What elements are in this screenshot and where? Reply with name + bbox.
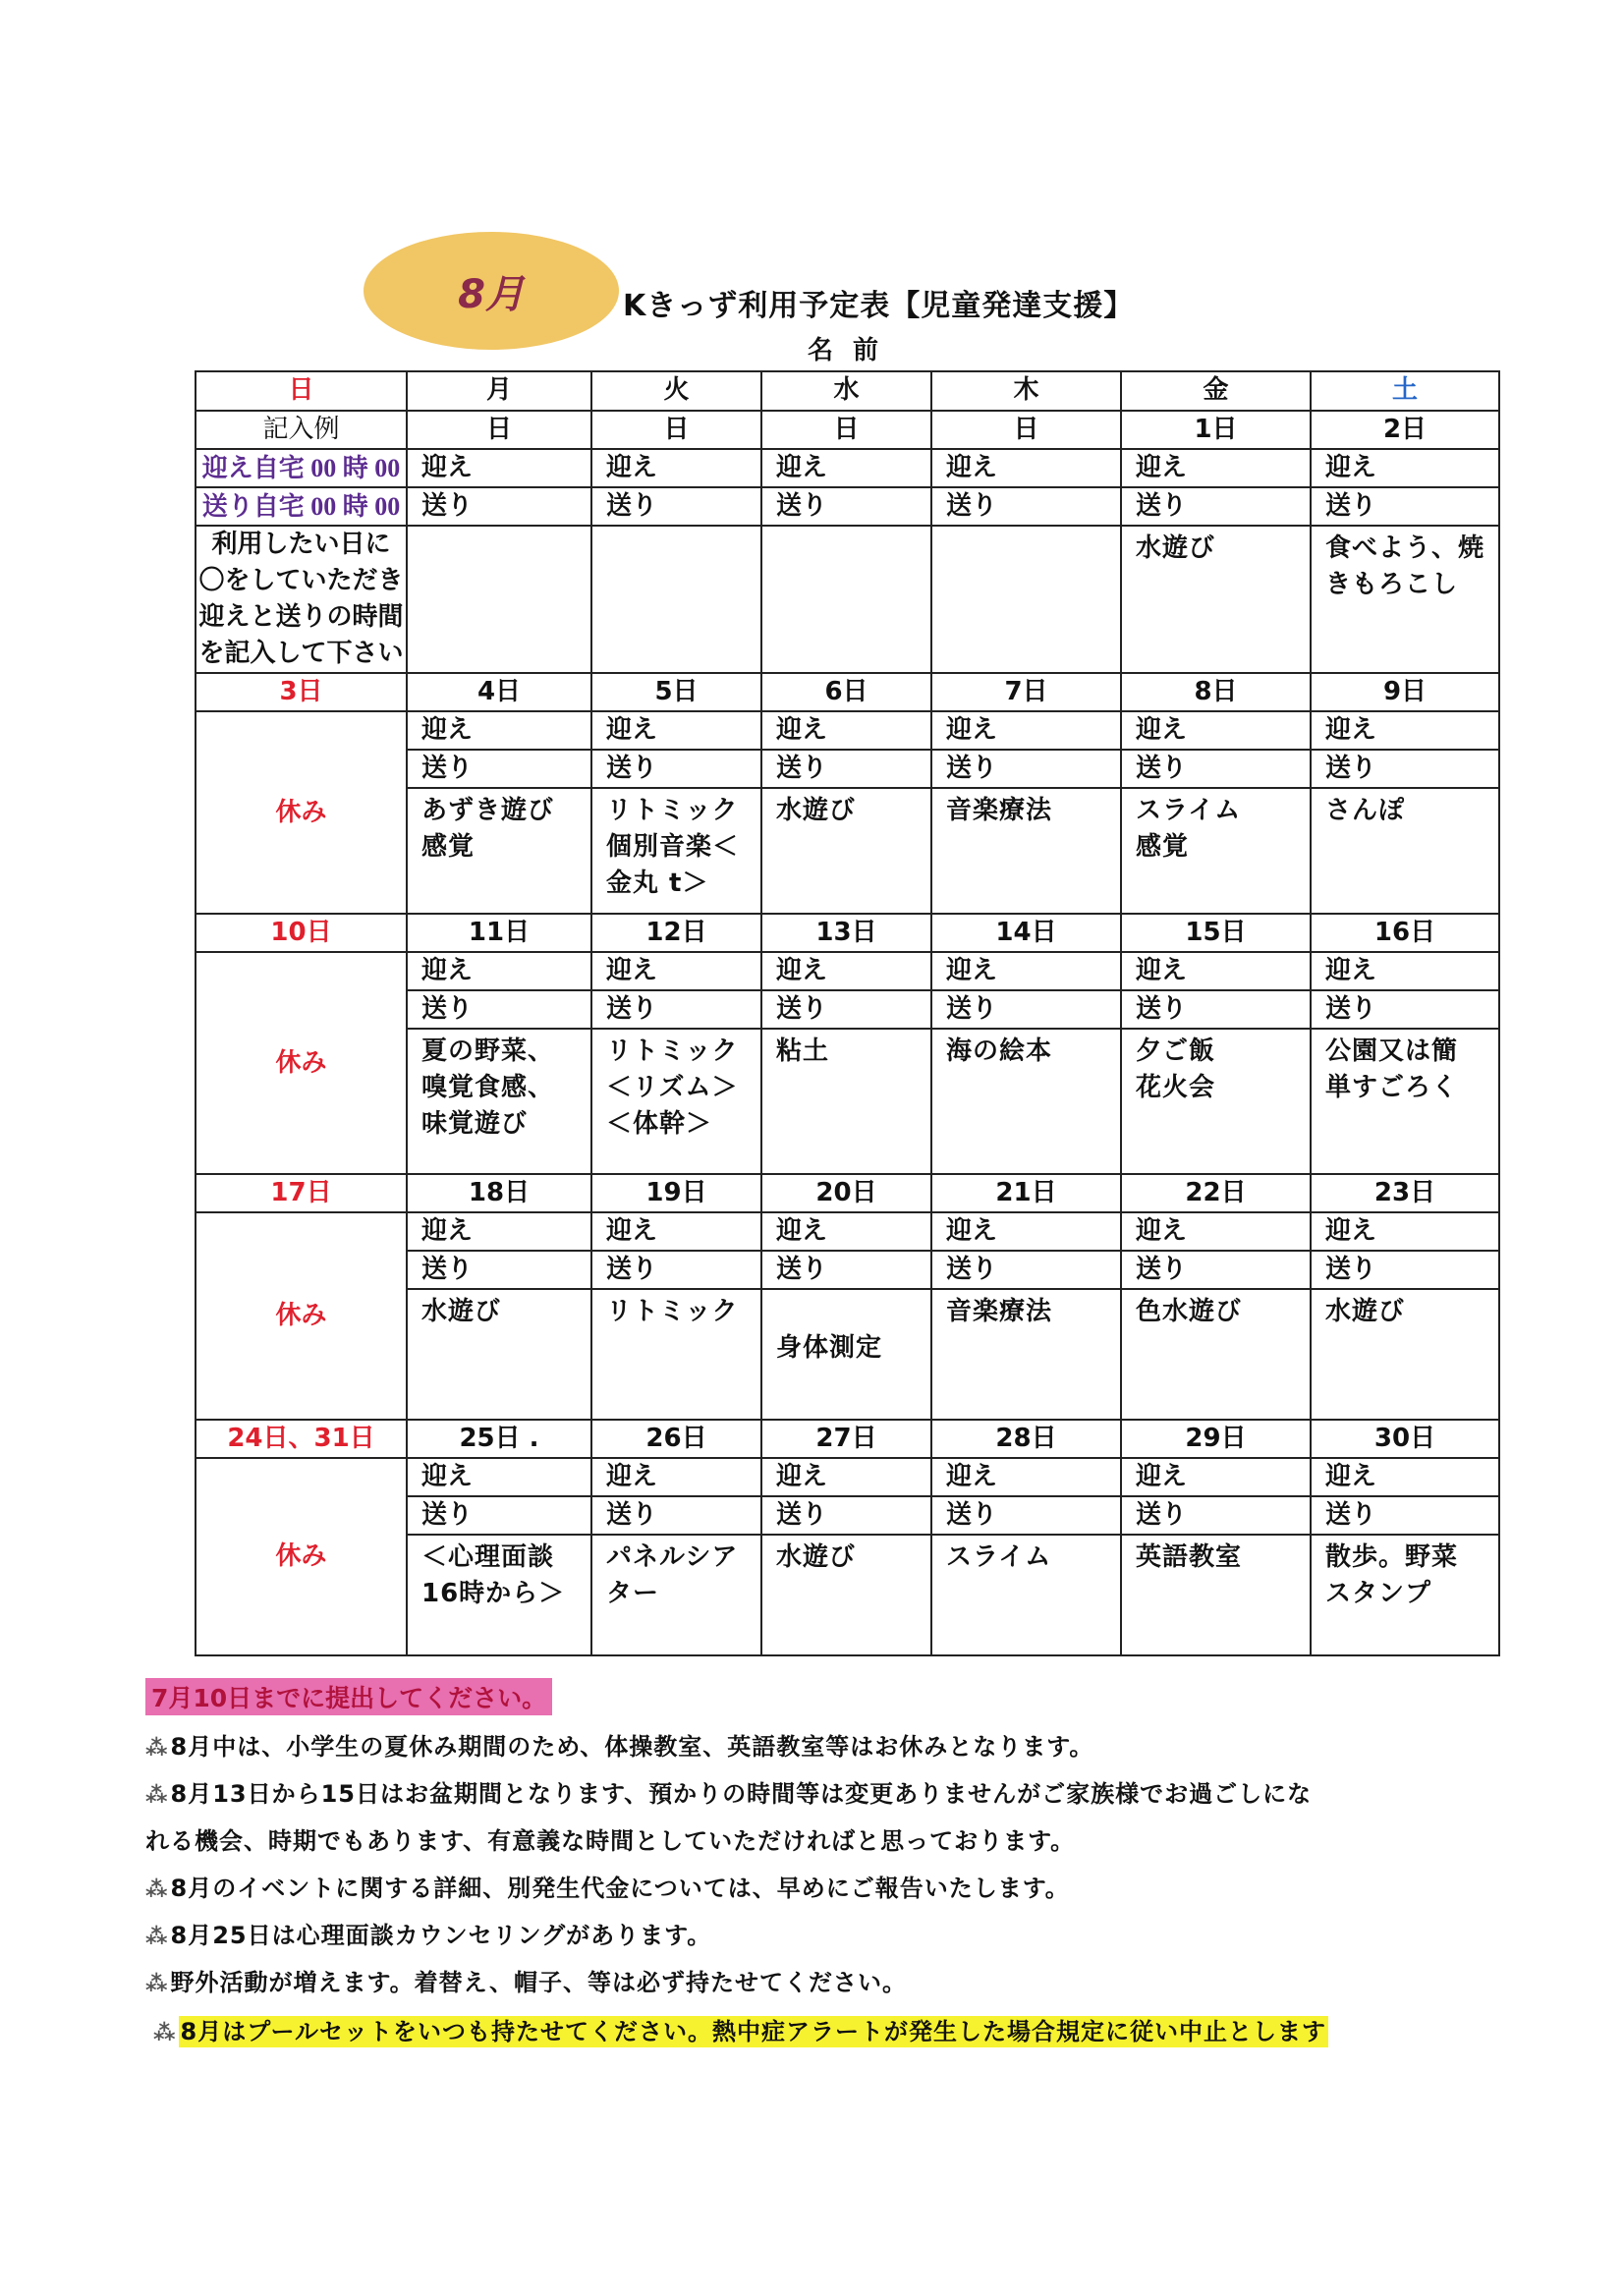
activity-line: 個別音楽＜ bbox=[606, 832, 740, 862]
week-date-row bbox=[196, 1174, 1499, 1212]
bullet-icon: ⁂ bbox=[145, 1877, 169, 1902]
date-cell: 2日 bbox=[1311, 411, 1499, 449]
note-line: ⁂8月13日から15日はお盆期間となります、預かりの時間等は変更ありませんがご家族様でお過ごしにな bbox=[145, 1780, 1313, 1808]
dropoff-field[interactable]: 送り bbox=[931, 750, 1121, 788]
example-label: 記入例 bbox=[196, 411, 407, 449]
week-date-row bbox=[196, 914, 1499, 952]
dropoff-field[interactable]: 送り bbox=[931, 487, 1121, 526]
holiday-cell: 休み bbox=[196, 952, 407, 1174]
note-line: れる機会、時期でもあります、有意義な時間としていただければと思っております。 bbox=[145, 1827, 1076, 1855]
activity-line: 水遊び bbox=[776, 796, 857, 825]
date-cell: 13日 bbox=[761, 914, 931, 952]
sunday-date: 17日 bbox=[196, 1174, 407, 1212]
activity-line: 水遊び bbox=[421, 1297, 502, 1326]
deadline-notice: 7月10日までに提出してください。 bbox=[145, 1678, 552, 1715]
month-label: 8月 bbox=[458, 271, 525, 317]
example-dropoff-label: 送り自宅 00 時 00 bbox=[196, 487, 407, 526]
activity-line: ＜体幹＞ bbox=[606, 1109, 713, 1139]
page-title: Kきっず利用予定表【児童発達支援】 bbox=[623, 289, 1135, 323]
activity-line: 嗅覚食感、 bbox=[421, 1073, 555, 1102]
note-line: ⁂8月中は、小学生の夏休み期間のため、体操教室、英語教室等はお休みとなります。 bbox=[145, 1733, 1094, 1761]
activity-line: リトミック bbox=[606, 1297, 739, 1326]
pickup-field[interactable]: 迎え bbox=[1121, 952, 1311, 990]
pickup-field[interactable]: 迎え bbox=[591, 1212, 761, 1251]
activity-line: 金丸 t＞ bbox=[606, 868, 709, 898]
activity-cell bbox=[931, 1535, 1121, 1655]
date-cell: 27日 bbox=[761, 1420, 931, 1458]
activity-line: ター bbox=[606, 1579, 660, 1608]
weekday-wed: 水 bbox=[761, 371, 931, 411]
pickup-field[interactable]: 迎え bbox=[761, 1212, 931, 1251]
pickup-field[interactable]: 迎え bbox=[591, 711, 761, 750]
activity-cell bbox=[1121, 1029, 1311, 1174]
activity-cell bbox=[591, 526, 761, 673]
activity-cell bbox=[931, 788, 1121, 914]
pickup-row bbox=[196, 1458, 1499, 1496]
activity-line: 味覚遊び bbox=[421, 1109, 529, 1139]
activity-cell bbox=[1311, 1029, 1499, 1174]
activity-line: ＜心理面談 bbox=[421, 1542, 555, 1572]
pickup-field[interactable]: 迎え bbox=[1121, 711, 1311, 750]
example-pickup-label: 迎え自宅 00 時 00 bbox=[196, 449, 407, 487]
date-cell: 日 bbox=[591, 411, 761, 449]
dropoff-field[interactable]: 送り bbox=[1121, 990, 1311, 1029]
activity-cell: 食べよう、焼きもろこし bbox=[1311, 526, 1499, 673]
note-line: ⁂8月25日は心理面談カウンセリングがあります。 bbox=[145, 1922, 712, 1949]
activity-line: スライム bbox=[1136, 796, 1242, 825]
dropoff-field[interactable]: 送り bbox=[1311, 487, 1499, 526]
activity-cell bbox=[407, 788, 591, 914]
pickup-field[interactable]: 迎え bbox=[407, 711, 591, 750]
weekday-thu: 木 bbox=[931, 371, 1121, 411]
activity-line: 感覚 bbox=[1136, 832, 1190, 862]
date-cell: 25日 . bbox=[407, 1420, 591, 1458]
weekday-mon: 月 bbox=[407, 371, 591, 411]
activity-line: 英語教室 bbox=[1136, 1542, 1243, 1572]
activity-line: パネルシア bbox=[606, 1542, 739, 1572]
pickup-row bbox=[196, 711, 1499, 750]
activity-line: あずき遊び bbox=[421, 796, 555, 825]
dropoff-field[interactable]: 送り bbox=[761, 487, 931, 526]
activity-cell bbox=[1311, 1289, 1499, 1420]
activity-cell bbox=[591, 1289, 761, 1420]
activity-line: 音楽療法 bbox=[946, 1297, 1053, 1326]
activity-cell bbox=[1121, 1535, 1311, 1655]
sunday-date: 24日、31日 bbox=[196, 1420, 407, 1458]
pickup-field[interactable]: 迎え bbox=[591, 1458, 761, 1496]
pickup-row bbox=[196, 952, 1499, 990]
activity-cell bbox=[761, 1289, 931, 1420]
dropoff-field[interactable]: 送り bbox=[1311, 750, 1499, 788]
activity-line: 感覚 bbox=[421, 832, 476, 862]
highlight-note: ⁂ 8月はプールセットをいつも持たせてください。熱中症アラートが発生した場合規定に従い中止とします bbox=[153, 2018, 1327, 2045]
dropoff-field[interactable]: 送り bbox=[407, 750, 591, 788]
activity-line: さんぽ bbox=[1325, 796, 1406, 825]
activity-cell bbox=[407, 1029, 591, 1174]
bullet-icon: ⁂ bbox=[145, 1972, 169, 1996]
note-line: ⁂野外活動が増えます。着替え、帽子、等は必ず持たせてください。 bbox=[145, 1969, 908, 1996]
activity-cell bbox=[591, 1029, 761, 1174]
weekday-header-row bbox=[196, 371, 1499, 411]
dropoff-field[interactable]: 送り bbox=[761, 990, 931, 1029]
date-cell: 22日 bbox=[1121, 1174, 1311, 1212]
activity-line: 夏の野菜、 bbox=[421, 1036, 555, 1066]
date-cell: 6日 bbox=[761, 673, 931, 711]
dropoff-field[interactable]: 送り bbox=[407, 990, 591, 1029]
activity-line bbox=[776, 1294, 930, 1330]
pickup-field[interactable]: 迎え bbox=[761, 1458, 931, 1496]
dropoff-field[interactable]: 送り bbox=[1121, 1251, 1311, 1289]
date-cell: 11日 bbox=[407, 914, 591, 952]
dropoff-field[interactable]: 送り bbox=[591, 990, 761, 1029]
bullet-icon: ⁂ bbox=[145, 1736, 169, 1761]
activity-cell bbox=[407, 526, 591, 673]
pickup-field[interactable]: 迎え bbox=[761, 952, 931, 990]
pickup-field[interactable]: 迎え bbox=[407, 952, 591, 990]
example-pickup-row bbox=[196, 449, 1499, 487]
dropoff-field[interactable]: 送り bbox=[1121, 750, 1311, 788]
activity-cell bbox=[1311, 788, 1499, 914]
example-dropoff-row bbox=[196, 487, 1499, 526]
month-badge bbox=[364, 232, 619, 350]
pickup-field[interactable]: 迎え bbox=[1311, 952, 1499, 990]
pickup-field[interactable]: 迎え bbox=[1121, 1212, 1311, 1251]
dropoff-field[interactable]: 送り bbox=[1311, 990, 1499, 1029]
schedule-table bbox=[195, 370, 1500, 1656]
pickup-field[interactable]: 迎え bbox=[1121, 449, 1311, 487]
weekday-sun: 日 bbox=[196, 371, 407, 411]
weekday-fri: 金 bbox=[1121, 371, 1311, 411]
dropoff-field[interactable]: 送り bbox=[407, 1251, 591, 1289]
dropoff-field[interactable]: 送り bbox=[761, 1496, 931, 1535]
activity-cell bbox=[931, 526, 1121, 673]
dropoff-field[interactable]: 送り bbox=[1121, 487, 1311, 526]
pickup-field[interactable]: 迎え bbox=[931, 952, 1121, 990]
date-cell: 28日 bbox=[931, 1420, 1121, 1458]
weekday-sat: 土 bbox=[1311, 371, 1499, 411]
pickup-field[interactable]: 迎え bbox=[1311, 1458, 1499, 1496]
date-cell: 18日 bbox=[407, 1174, 591, 1212]
activity-cell bbox=[761, 1029, 931, 1174]
activity-line: 水遊び bbox=[776, 1542, 857, 1572]
dropoff-field[interactable]: 送り bbox=[1121, 1496, 1311, 1535]
pickup-row bbox=[196, 1212, 1499, 1251]
pickup-field[interactable]: 迎え bbox=[1311, 711, 1499, 750]
activity-line: スタンプ bbox=[1325, 1579, 1432, 1608]
activity-line: 海の絵本 bbox=[946, 1036, 1053, 1066]
pickup-field[interactable]: 迎え bbox=[931, 711, 1121, 750]
activity-cell bbox=[591, 1535, 761, 1655]
activity-line: 水遊び bbox=[1325, 1297, 1406, 1326]
activity-line: スライム bbox=[946, 1542, 1052, 1572]
activity-line: リトミック bbox=[606, 1036, 739, 1066]
activity-cell bbox=[1121, 788, 1311, 914]
pickup-field[interactable]: 迎え bbox=[1311, 449, 1499, 487]
activity-line: 音楽療法 bbox=[946, 796, 1053, 825]
activity-cell bbox=[931, 1029, 1121, 1174]
date-cell: 30日 bbox=[1311, 1420, 1499, 1458]
date-cell: 16日 bbox=[1311, 914, 1499, 952]
date-cell: 14日 bbox=[931, 914, 1121, 952]
pickup-field[interactable]: 迎え bbox=[591, 449, 761, 487]
sunday-date: 3日 bbox=[196, 673, 407, 711]
activity-line: 粘土 bbox=[776, 1036, 830, 1066]
date-cell: 12日 bbox=[591, 914, 761, 952]
dropoff-field[interactable]: 送り bbox=[761, 750, 931, 788]
holiday-cell: 休み bbox=[196, 711, 407, 914]
date-cell: 26日 bbox=[591, 1420, 761, 1458]
instruction-line: を記入して下さい bbox=[198, 639, 404, 668]
example-date-row bbox=[196, 411, 1499, 449]
dropoff-field[interactable]: 送り bbox=[761, 1251, 931, 1289]
date-cell: 日 bbox=[761, 411, 931, 449]
dropoff-field[interactable]: 送り bbox=[407, 487, 591, 526]
bullet-icon: ⁂ bbox=[145, 1783, 169, 1808]
date-cell: 5日 bbox=[591, 673, 761, 711]
activity-cell bbox=[1311, 1535, 1499, 1655]
date-cell: 23日 bbox=[1311, 1174, 1499, 1212]
dropoff-field[interactable]: 送り bbox=[591, 1496, 761, 1535]
dropoff-field[interactable]: 送り bbox=[407, 1496, 591, 1535]
instruction-line: 迎えと送りの時間 bbox=[198, 602, 404, 632]
activity-line: 公園又は簡 bbox=[1325, 1036, 1459, 1066]
dropoff-field[interactable]: 送り bbox=[591, 487, 761, 526]
dropoff-field[interactable]: 送り bbox=[591, 750, 761, 788]
date-cell: 15日 bbox=[1121, 914, 1311, 952]
pickup-field[interactable]: 迎え bbox=[407, 449, 591, 487]
activity-line: ＜リズム＞ bbox=[606, 1073, 739, 1102]
activity-cell bbox=[761, 526, 931, 673]
activity-cell bbox=[931, 1289, 1121, 1420]
activity-cell bbox=[761, 1535, 931, 1655]
activity-line: 散歩。野菜 bbox=[1325, 1542, 1459, 1572]
name-label: 名前 bbox=[808, 336, 899, 365]
note-line: ⁂8月のイベントに関する詳細、別発生代金については、早めにご報告いたします。 bbox=[145, 1875, 1070, 1902]
pickup-field[interactable]: 迎え bbox=[591, 952, 761, 990]
date-cell: 29日 bbox=[1121, 1420, 1311, 1458]
pickup-field[interactable]: 迎え bbox=[931, 1212, 1121, 1251]
pickup-field[interactable]: 迎え bbox=[931, 449, 1121, 487]
activity-line: 16時から＞ bbox=[421, 1579, 566, 1608]
activity-line: 花火会 bbox=[1136, 1073, 1216, 1102]
instruction-line: 利用したい日に bbox=[211, 530, 391, 559]
activity-line: 色水遊び bbox=[1136, 1297, 1243, 1326]
date-cell: 4日 bbox=[407, 673, 591, 711]
activity-line: リトミック bbox=[606, 796, 739, 825]
dropoff-field[interactable]: 送り bbox=[1311, 1496, 1499, 1535]
activity-line: 単すごろく bbox=[1325, 1073, 1459, 1102]
sunday-date: 10日 bbox=[196, 914, 407, 952]
pickup-field[interactable]: 迎え bbox=[1121, 1458, 1311, 1496]
dropoff-field[interactable]: 送り bbox=[931, 990, 1121, 1029]
activity-cell bbox=[407, 1535, 591, 1655]
pickup-field[interactable]: 迎え bbox=[1311, 1212, 1499, 1251]
weekday-tue: 火 bbox=[591, 371, 761, 411]
week-date-row bbox=[196, 1420, 1499, 1458]
week-date-row bbox=[196, 673, 1499, 711]
date-cell: 日 bbox=[407, 411, 591, 449]
date-cell: 日 bbox=[931, 411, 1121, 449]
activity-cell bbox=[591, 788, 761, 914]
dropoff-field[interactable]: 送り bbox=[931, 1496, 1121, 1535]
bullet-icon: ⁂ bbox=[153, 2021, 177, 2045]
instruction-line: 〇をしていただき bbox=[198, 566, 404, 595]
activity-cell bbox=[1121, 1289, 1311, 1420]
pickup-field[interactable]: 迎え bbox=[407, 1212, 591, 1251]
pickup-field[interactable]: 迎え bbox=[761, 711, 931, 750]
pickup-field[interactable]: 迎え bbox=[761, 449, 931, 487]
pickup-field[interactable]: 迎え bbox=[931, 1458, 1121, 1496]
date-cell: 20日 bbox=[761, 1174, 931, 1212]
date-cell: 19日 bbox=[591, 1174, 761, 1212]
pickup-field[interactable]: 迎え bbox=[407, 1458, 591, 1496]
holiday-cell: 休み bbox=[196, 1212, 407, 1420]
holiday-cell: 休み bbox=[196, 1458, 407, 1655]
dropoff-field[interactable]: 送り bbox=[591, 1251, 761, 1289]
activity-cell: 水遊び bbox=[1121, 526, 1311, 673]
date-cell: 7日 bbox=[931, 673, 1121, 711]
date-cell: 9日 bbox=[1311, 673, 1499, 711]
bullet-icon: ⁂ bbox=[145, 1925, 169, 1949]
example-activity-row bbox=[196, 526, 1499, 673]
date-cell: 21日 bbox=[931, 1174, 1121, 1212]
activity-line: 身体測定 bbox=[776, 1333, 883, 1363]
activity-line: 夕ご飯 bbox=[1136, 1036, 1216, 1066]
date-cell: 8日 bbox=[1121, 673, 1311, 711]
activity-cell bbox=[407, 1289, 591, 1420]
dropoff-field[interactable]: 送り bbox=[1311, 1251, 1499, 1289]
dropoff-field[interactable]: 送り bbox=[931, 1251, 1121, 1289]
date-cell: 1日 bbox=[1121, 411, 1311, 449]
instruction-cell bbox=[196, 526, 407, 673]
activity-cell bbox=[761, 788, 931, 914]
